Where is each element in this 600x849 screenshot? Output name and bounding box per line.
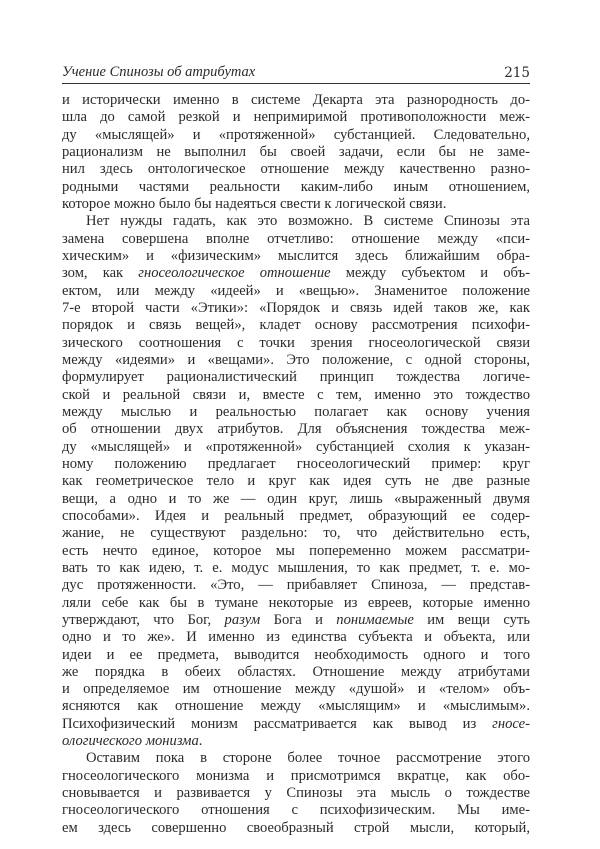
text-span: Бога и — [260, 611, 337, 628]
text-line — [62, 473, 530, 490]
text-line — [62, 768, 530, 785]
running-header — [62, 63, 530, 84]
text-line — [62, 369, 530, 386]
italic-text: гносе- — [492, 715, 530, 732]
italic-text: понимаемые — [336, 611, 414, 628]
text-span: шла до самой резкой и непримиримой противоположности меж- — [62, 109, 530, 126]
text-span: порядок и связь вещей», кладет основу рассмотрения психофи- — [62, 317, 530, 334]
text-span: жание, не существуют раздельно: то, что действительно есть, — [62, 525, 530, 542]
text-span: которое можно было бы надеяться свести к логической связи. — [62, 195, 447, 212]
text-span: 7-е второй части «Этики»: «Порядок и связь идей таков же, как — [62, 299, 530, 316]
text-span: ду «мыслящей» и «протяженной» субстанцией. Следовательно, — [62, 126, 530, 143]
text-span: и определяемое им отношение между «душой» и «телом» объ- — [62, 681, 530, 698]
text-span: ду «мыслящей» и «протяженной» субстанцией схолия к указан- — [62, 438, 530, 455]
text-line — [62, 352, 530, 369]
text-line — [62, 785, 530, 802]
text-line — [62, 456, 530, 473]
text-line — [62, 820, 530, 837]
text-line — [62, 109, 530, 126]
text-span: сновывается и развивается у Спинозы эта мысль о тождестве — [62, 785, 530, 802]
text-line — [62, 404, 530, 421]
italic-text: ологического монизма — [62, 733, 199, 750]
text-line — [62, 335, 530, 352]
text-span: им вещи суть — [413, 611, 530, 628]
text-line — [62, 231, 530, 248]
text-line — [62, 387, 530, 404]
text-line — [62, 664, 530, 681]
text-span: Психофизический монизм рассматривается как вывод из — [62, 715, 493, 732]
text-span: Оставим пока в стороне более точное рассмотрение этого — [86, 750, 530, 767]
text-line — [62, 577, 530, 594]
text-line — [62, 629, 530, 646]
text-line — [62, 127, 530, 144]
text-span: Нет нужды гадать, как это возможно. В системе Спинозы эта — [86, 213, 530, 230]
text-line — [62, 317, 530, 334]
text-line — [62, 733, 530, 750]
text-span: ской и реальной связи и, вместе с тем, именно это тождество — [62, 386, 530, 403]
text-span: есть нечто единое, которое мы попеременно можем рассматри- — [62, 542, 530, 559]
text-span: зом, как — [62, 265, 139, 282]
text-line — [62, 595, 530, 612]
text-span: одно и то же». И именно из единства субъекта и объекта, или — [62, 629, 530, 646]
text-line — [62, 213, 530, 230]
text-line — [62, 179, 530, 196]
text-line — [62, 750, 530, 767]
italic-text: разум — [224, 611, 261, 628]
text-span: вещи, а одно и то же — один круг, лишь «выраженный двумя — [62, 490, 530, 507]
text-line — [62, 161, 530, 178]
text-line — [62, 508, 530, 525]
text-line — [62, 144, 530, 161]
text-span: идеи и ее предмета, выводится необходимость одного и того — [62, 646, 530, 663]
text-line — [62, 698, 530, 715]
text-line — [62, 647, 530, 664]
text-span: рационализм не выполнил бы своей задачи, если бы не заме- — [62, 143, 530, 160]
text-line — [62, 265, 530, 282]
text-span: формулирует рационалистический принцип тождества логиче- — [62, 369, 530, 386]
page-body-text — [62, 92, 530, 837]
text-line — [62, 92, 530, 109]
text-span: ному положению предлагает гносеологический пример: круг — [62, 455, 530, 472]
text-span: гносеологического отношения с психофизическим. Мы име- — [62, 802, 530, 819]
text-span: родными частями реальности каким-либо иным отношением, — [62, 178, 530, 195]
text-span: способами». Идея и реальный предмет, образующий ее содер- — [62, 507, 530, 524]
text-line — [62, 525, 530, 542]
text-span: между «идеями» и «вещами». Это положение, с одной стороны, — [62, 351, 530, 368]
text-span: хическим» и «физическим» мыслится здесь ближайшим обра- — [62, 247, 530, 264]
text-line — [62, 560, 530, 577]
text-span: зического соотношения с точки зрения гносеологической связи — [62, 334, 530, 351]
text-span: гносеологического монизма и присмотримся вкратце, как обо- — [62, 767, 530, 784]
text-line — [62, 196, 530, 213]
text-span: дус протяженности. «Это, — прибавляет Спиноза, — представ- — [62, 577, 530, 594]
page-number: 215 — [504, 65, 530, 81]
text-span: ем здесь совершенно своеобразный строй мысли, который, — [62, 819, 530, 836]
text-span: утверждают, что Бог, — [62, 611, 225, 628]
text-span: ектом, или между «идеей» и «вещью». Знаменитое положение — [62, 282, 530, 299]
text-span: . — [198, 733, 203, 750]
text-span: замена совершена вполне отчетливо: отношение между «пси- — [62, 230, 530, 247]
text-span: между мыслью и реальностью полагает как основу учения — [62, 403, 530, 420]
text-line — [62, 612, 530, 629]
text-span: между субъектом и объ- — [330, 265, 530, 282]
text-line — [62, 439, 530, 456]
text-line — [62, 283, 530, 300]
text-span: об отношении двух атрибутов. Для объяснения тождества меж- — [62, 421, 530, 438]
text-span: ляли себе как бы в тумане некоторые из евреев, которые именно — [62, 594, 530, 611]
text-line — [62, 421, 530, 438]
text-line — [62, 491, 530, 508]
text-span: нил здесь онтологическое отношение между качественно разно- — [62, 161, 530, 178]
text-line — [62, 681, 530, 698]
text-span: ясняются как отношение между «мыслящим» и «мыслимым». — [62, 698, 530, 715]
text-line — [62, 802, 530, 819]
text-span: вать то как идею, т. е. модус мышления, то как предмет, т. е. мо- — [62, 559, 530, 576]
text-span: и исторически именно в системе Декарта эта разнородность до- — [62, 92, 530, 108]
text-line — [62, 716, 530, 733]
text-span: как геометрическое тело и круг как идея суть не две разные — [62, 473, 530, 490]
text-line — [62, 248, 530, 265]
text-line — [62, 543, 530, 560]
running-header-title: Учение Спинозы об атрибутах — [62, 64, 256, 80]
text-line — [62, 300, 530, 317]
text-span: же порядка в обеих областях. Отношение между атрибутами — [62, 663, 530, 680]
italic-text: гносеологическое отношение — [138, 265, 331, 282]
